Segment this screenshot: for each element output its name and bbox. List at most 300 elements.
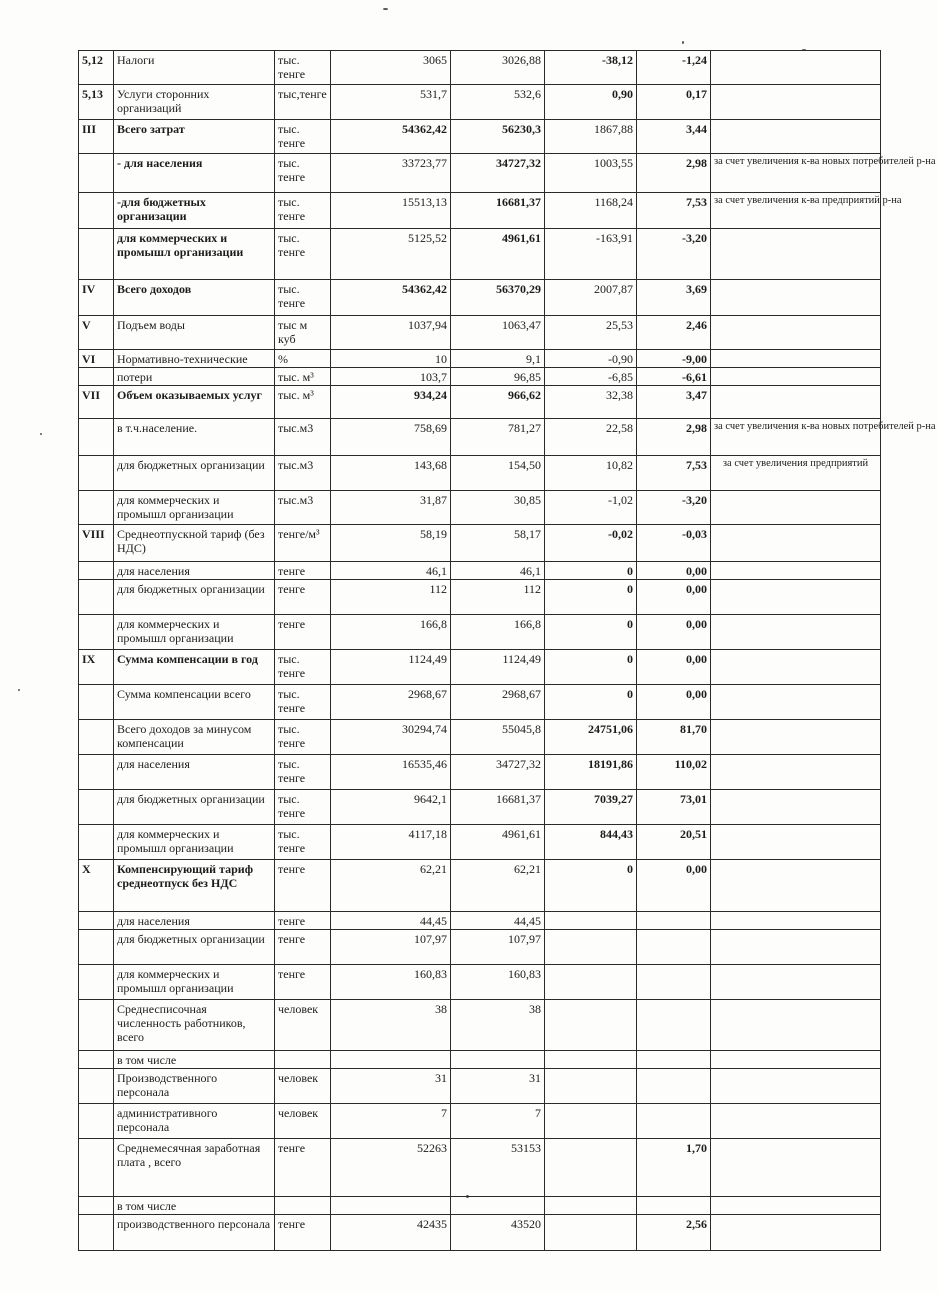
row-value-plan: 5125,52 [331, 229, 451, 280]
table-row [79, 280, 881, 316]
row-deviation-percent: 3,44 [637, 120, 711, 154]
row-note [711, 229, 881, 280]
row-value-plan: 4117,18 [331, 825, 451, 860]
row-value-projected: 56230,3 [451, 120, 545, 154]
row-unit: тыс. тенге [275, 755, 331, 790]
row-unit: тыс. тенге [275, 685, 331, 720]
row-value-plan: 31 [331, 1069, 451, 1104]
row-deviation-percent: -9,00 [637, 350, 711, 368]
row-code [79, 193, 114, 229]
table-row [79, 790, 881, 825]
row-deviation-percent: 0,00 [637, 562, 711, 580]
row-name: Среднесписочная численность работников, всего [114, 1000, 275, 1051]
row-deviation-percent: 2,56 [637, 1215, 711, 1251]
row-value-projected: 34727,32 [451, 154, 545, 193]
row-value-plan: 54362,42 [331, 280, 451, 316]
row-value-plan: 46,1 [331, 562, 451, 580]
row-deviation-percent: 2,46 [637, 316, 711, 350]
row-note [711, 350, 881, 368]
table-row [79, 1215, 881, 1251]
row-note [711, 491, 881, 525]
row-value-plan: 15513,13 [331, 193, 451, 229]
table-row [79, 1197, 881, 1215]
table-row [79, 615, 881, 650]
row-name: Нормативно-технические [114, 350, 275, 368]
row-deviation: 844,43 [545, 825, 637, 860]
row-code [79, 720, 114, 755]
table-row [79, 419, 881, 456]
row-code [79, 456, 114, 491]
row-value-plan: 44,45 [331, 912, 451, 930]
row-name: потери [114, 368, 275, 386]
table-row [79, 1051, 881, 1069]
row-deviation-percent [637, 1104, 711, 1139]
row-note [711, 912, 881, 930]
row-deviation: 0 [545, 562, 637, 580]
row-deviation: -163,91 [545, 229, 637, 280]
row-name: для бюджетных организации [114, 580, 275, 615]
row-unit: тыс. м³ [275, 386, 331, 419]
row-deviation-percent [637, 1197, 711, 1215]
row-deviation-percent: 0,00 [637, 615, 711, 650]
row-deviation-percent: 110,02 [637, 755, 711, 790]
row-deviation-percent: 3,47 [637, 386, 711, 419]
row-value-projected: 154,50 [451, 456, 545, 491]
row-code [79, 229, 114, 280]
row-name: в том числе [114, 1197, 275, 1215]
row-code [79, 1139, 114, 1197]
row-unit: тенге [275, 615, 331, 650]
row-note [711, 650, 881, 685]
row-deviation-percent: 73,01 [637, 790, 711, 825]
table-row [79, 930, 881, 965]
row-deviation [545, 965, 637, 1000]
row-name: для коммерческих и промышл организации [114, 825, 275, 860]
row-code [79, 419, 114, 456]
tariff-estimate-table [78, 50, 936, 1251]
row-value-projected: 3026,88 [451, 51, 545, 85]
row-code [79, 685, 114, 720]
row-deviation: -1,02 [545, 491, 637, 525]
row-deviation [545, 1000, 637, 1051]
row-code [79, 368, 114, 386]
row-value-projected: 7 [451, 1104, 545, 1139]
row-value-plan: 7 [331, 1104, 451, 1139]
row-deviation [545, 1051, 637, 1069]
row-note [711, 825, 881, 860]
row-code: 5,13 [79, 85, 114, 120]
row-name: Производственного персонала [114, 1069, 275, 1104]
row-name: для коммерческих и промышл организации [114, 615, 275, 650]
row-value-projected: 43520 [451, 1215, 545, 1251]
row-value-projected: 46,1 [451, 562, 545, 580]
row-code [79, 1197, 114, 1215]
row-value-projected: 966,62 [451, 386, 545, 419]
row-name: Сумма компенсации в год [114, 650, 275, 685]
row-value-plan: 16535,46 [331, 755, 451, 790]
row-value-projected: 55045,8 [451, 720, 545, 755]
row-value-plan: 166,8 [331, 615, 451, 650]
row-value-plan: 1037,94 [331, 316, 451, 350]
row-note [711, 720, 881, 755]
table-row [79, 51, 881, 85]
table-body [79, 51, 936, 1251]
row-name: для бюджетных организации [114, 790, 275, 825]
row-deviation: 10,82 [545, 456, 637, 491]
row-deviation-percent: 2,98 [637, 154, 711, 193]
row-deviation [545, 1197, 637, 1215]
row-value-plan: 143,68 [331, 456, 451, 491]
row-note [711, 368, 881, 386]
row-name: административного персонала [114, 1104, 275, 1139]
table-row [79, 912, 881, 930]
row-note [711, 562, 881, 580]
row-deviation: 0 [545, 685, 637, 720]
table-row [79, 1139, 881, 1197]
row-unit: тыс.м3 [275, 419, 331, 456]
row-deviation: 7039,27 [545, 790, 637, 825]
row-value-plan: 160,83 [331, 965, 451, 1000]
row-value-projected: 4961,61 [451, 229, 545, 280]
row-code [79, 965, 114, 1000]
row-deviation-percent [637, 912, 711, 930]
row-code: VIII [79, 525, 114, 562]
row-note [711, 1139, 881, 1197]
table-row [79, 525, 881, 562]
row-name: в т.ч.население. [114, 419, 275, 456]
row-note [711, 685, 881, 720]
scan-speck [383, 8, 388, 10]
row-value-projected: 4961,61 [451, 825, 545, 860]
row-value-projected [451, 1197, 545, 1215]
row-deviation: -38,12 [545, 51, 637, 85]
row-code [79, 790, 114, 825]
row-note: за счет увеличения к-ва новых потребителей р-на [711, 419, 881, 456]
row-unit: человек [275, 1069, 331, 1104]
table-row [79, 316, 881, 350]
row-note [711, 386, 881, 419]
table-row [79, 456, 881, 491]
row-note: за счет увеличения к-ва новых потребителей р-на [711, 154, 881, 193]
row-code [79, 1000, 114, 1051]
table-row [79, 650, 881, 685]
row-deviation [545, 930, 637, 965]
row-note [711, 1069, 881, 1104]
row-code [79, 562, 114, 580]
row-deviation [545, 912, 637, 930]
row-unit: тенге [275, 1215, 331, 1251]
row-deviation: 22,58 [545, 419, 637, 456]
row-value-plan [331, 1051, 451, 1069]
row-unit: тыс. тенге [275, 790, 331, 825]
row-value-projected: 1063,47 [451, 316, 545, 350]
row-unit: тыс. тенге [275, 280, 331, 316]
row-name: Сумма компенсации всего [114, 685, 275, 720]
row-note [711, 85, 881, 120]
row-name: Услуги сторонних организаций [114, 85, 275, 120]
table-row [79, 1000, 881, 1051]
row-unit: тыс. тенге [275, 229, 331, 280]
table-row [79, 386, 881, 419]
row-value-projected: 34727,32 [451, 755, 545, 790]
table-row [79, 229, 881, 280]
row-code: V [79, 316, 114, 350]
table-row [79, 1104, 881, 1139]
row-value-projected: 38 [451, 1000, 545, 1051]
row-deviation-percent [637, 965, 711, 1000]
table-row [79, 755, 881, 790]
row-value-projected: 781,27 [451, 419, 545, 456]
row-deviation-percent: 0,00 [637, 860, 711, 912]
table-row [79, 1069, 881, 1104]
table-row [79, 368, 881, 386]
row-code [79, 930, 114, 965]
row-deviation [545, 1104, 637, 1139]
row-deviation-percent: 7,53 [637, 193, 711, 229]
row-value-plan [331, 1197, 451, 1215]
row-code: IX [79, 650, 114, 685]
row-unit: % [275, 350, 331, 368]
row-unit: тыс. м³ [275, 368, 331, 386]
row-code [79, 825, 114, 860]
row-unit: тенге [275, 930, 331, 965]
table-row [79, 720, 881, 755]
row-note: за счет увеличения к-ва предприятий р-на [711, 193, 881, 229]
row-value-projected: 44,45 [451, 912, 545, 930]
row-note: за счет увеличения предприятий [711, 456, 881, 491]
table-row [79, 562, 881, 580]
row-name: Компенсирующий тариф среднеотпуск без НДС [114, 860, 275, 912]
row-value-projected: 96,85 [451, 368, 545, 386]
row-value-projected: 30,85 [451, 491, 545, 525]
row-name: для коммерческих и промышл организации [114, 491, 275, 525]
row-name: производственного персонала [114, 1215, 275, 1251]
row-deviation: 0 [545, 615, 637, 650]
row-code: IV [79, 280, 114, 316]
row-value-projected: 9,1 [451, 350, 545, 368]
row-note [711, 1197, 881, 1215]
row-unit: тенге [275, 965, 331, 1000]
row-unit [275, 1051, 331, 1069]
row-value-projected [451, 1051, 545, 1069]
row-value-projected: 62,21 [451, 860, 545, 912]
row-code [79, 491, 114, 525]
row-value-plan: 58,19 [331, 525, 451, 562]
row-unit: тыс. тенге [275, 193, 331, 229]
row-code [79, 912, 114, 930]
row-deviation: 1003,55 [545, 154, 637, 193]
row-name: Налоги [114, 51, 275, 85]
row-deviation-percent: -0,03 [637, 525, 711, 562]
row-code [79, 1051, 114, 1069]
row-deviation: -0,90 [545, 350, 637, 368]
row-name: для коммерческих и промышл организации [114, 965, 275, 1000]
row-name: Всего доходов за минусом компенсации [114, 720, 275, 755]
row-unit: тенге [275, 580, 331, 615]
row-name: для коммерческих и промышл организации [114, 229, 275, 280]
row-deviation [545, 1139, 637, 1197]
row-deviation-percent: 7,53 [637, 456, 711, 491]
row-deviation: 1168,24 [545, 193, 637, 229]
row-note [711, 755, 881, 790]
row-note [711, 580, 881, 615]
row-unit: тенге/м³ [275, 525, 331, 562]
row-name: для населения [114, 562, 275, 580]
table-row [79, 193, 881, 229]
row-deviation [545, 1069, 637, 1104]
row-unit: тенге [275, 1139, 331, 1197]
row-deviation: -6,85 [545, 368, 637, 386]
row-name: для населения [114, 912, 275, 930]
scan-speck [40, 433, 42, 435]
row-name: - для населения [114, 154, 275, 193]
row-note [711, 120, 881, 154]
row-value-plan: 31,87 [331, 491, 451, 525]
row-deviation-percent: 20,51 [637, 825, 711, 860]
row-note [711, 316, 881, 350]
row-value-plan: 9642,1 [331, 790, 451, 825]
row-unit: человек [275, 1000, 331, 1051]
row-unit: тыс.м3 [275, 456, 331, 491]
row-value-plan: 3065 [331, 51, 451, 85]
row-deviation-percent [637, 1069, 711, 1104]
row-name: Всего доходов [114, 280, 275, 316]
row-code: III [79, 120, 114, 154]
row-value-projected: 16681,37 [451, 790, 545, 825]
row-deviation: 0 [545, 860, 637, 912]
row-name: Подъем воды [114, 316, 275, 350]
row-value-projected: 53153 [451, 1139, 545, 1197]
row-value-projected: 56370,29 [451, 280, 545, 316]
row-value-plan: 107,97 [331, 930, 451, 965]
row-unit: тенге [275, 860, 331, 912]
row-note [711, 1051, 881, 1069]
row-value-projected: 31 [451, 1069, 545, 1104]
row-deviation-percent [637, 1000, 711, 1051]
row-unit: тыс. тенге [275, 120, 331, 154]
row-value-projected: 58,17 [451, 525, 545, 562]
row-unit: тыс. тенге [275, 720, 331, 755]
row-deviation-percent [637, 930, 711, 965]
row-deviation-percent: 0,00 [637, 685, 711, 720]
row-unit: тыс. тенге [275, 825, 331, 860]
row-value-plan: 531,7 [331, 85, 451, 120]
row-name: -для бюджетных организации [114, 193, 275, 229]
row-name: в том числе [114, 1051, 275, 1069]
row-deviation-percent [637, 1051, 711, 1069]
row-deviation-percent: -3,20 [637, 491, 711, 525]
row-deviation: -0,02 [545, 525, 637, 562]
row-value-projected: 160,83 [451, 965, 545, 1000]
row-code [79, 154, 114, 193]
row-deviation: 0,90 [545, 85, 637, 120]
row-value-plan: 1124,49 [331, 650, 451, 685]
row-name: для населения [114, 755, 275, 790]
table-row [79, 350, 881, 368]
row-code [79, 1104, 114, 1139]
row-deviation-percent: -1,24 [637, 51, 711, 85]
row-note [711, 1000, 881, 1051]
row-value-projected: 112 [451, 580, 545, 615]
row-deviation-percent: 81,70 [637, 720, 711, 755]
row-unit: тыс,тенге [275, 85, 331, 120]
scan-speck [18, 689, 20, 691]
row-deviation: 0 [545, 650, 637, 685]
row-unit: тенге [275, 912, 331, 930]
row-deviation-percent: 0,00 [637, 650, 711, 685]
row-name: Всего затрат [114, 120, 275, 154]
row-note [711, 790, 881, 825]
row-value-plan: 62,21 [331, 860, 451, 912]
row-deviation: 25,53 [545, 316, 637, 350]
row-value-projected: 532,6 [451, 85, 545, 120]
row-name: для бюджетных организации [114, 930, 275, 965]
row-code [79, 580, 114, 615]
row-unit: тыс. тенге [275, 650, 331, 685]
table-row [79, 154, 881, 193]
row-deviation-percent: 0,00 [637, 580, 711, 615]
row-value-projected: 16681,37 [451, 193, 545, 229]
table-row [79, 85, 881, 120]
row-deviation-percent: 2,98 [637, 419, 711, 456]
row-deviation-percent: 1,70 [637, 1139, 711, 1197]
table-row [79, 860, 881, 912]
row-deviation-percent: 3,69 [637, 280, 711, 316]
row-code: 5,12 [79, 51, 114, 85]
row-code: VII [79, 386, 114, 419]
row-value-plan: 112 [331, 580, 451, 615]
row-unit: тыс. тенге [275, 154, 331, 193]
table-row [79, 580, 881, 615]
row-value-plan: 54362,42 [331, 120, 451, 154]
row-value-plan: 52263 [331, 1139, 451, 1197]
row-value-projected: 166,8 [451, 615, 545, 650]
row-note [711, 860, 881, 912]
row-code: X [79, 860, 114, 912]
row-deviation: 24751,06 [545, 720, 637, 755]
row-name: Среднеотпускной тариф (без НДС) [114, 525, 275, 562]
row-value-plan: 42435 [331, 1215, 451, 1251]
row-deviation: 32,38 [545, 386, 637, 419]
row-note [711, 525, 881, 562]
row-deviation [545, 1215, 637, 1251]
scan-speck [682, 41, 684, 44]
row-deviation: 1867,88 [545, 120, 637, 154]
row-code [79, 1215, 114, 1251]
row-note [711, 51, 881, 85]
row-note [711, 1104, 881, 1139]
row-deviation-percent: 0,17 [637, 85, 711, 120]
row-code [79, 615, 114, 650]
row-note [711, 965, 881, 1000]
row-value-projected: 107,97 [451, 930, 545, 965]
row-value-plan: 2968,67 [331, 685, 451, 720]
row-unit: тыс м куб [275, 316, 331, 350]
row-unit: тыс.м3 [275, 491, 331, 525]
row-deviation: 2007,87 [545, 280, 637, 316]
row-name: для бюджетных организации [114, 456, 275, 491]
table-row [79, 825, 881, 860]
row-deviation-percent: -6,61 [637, 368, 711, 386]
row-value-plan: 30294,74 [331, 720, 451, 755]
row-value-plan: 758,69 [331, 419, 451, 456]
row-unit [275, 1197, 331, 1215]
row-code: VI [79, 350, 114, 368]
row-note [711, 930, 881, 965]
table-row [79, 685, 881, 720]
row-unit: тенге [275, 562, 331, 580]
row-name: Среднемесячная заработная плата , всего [114, 1139, 275, 1197]
